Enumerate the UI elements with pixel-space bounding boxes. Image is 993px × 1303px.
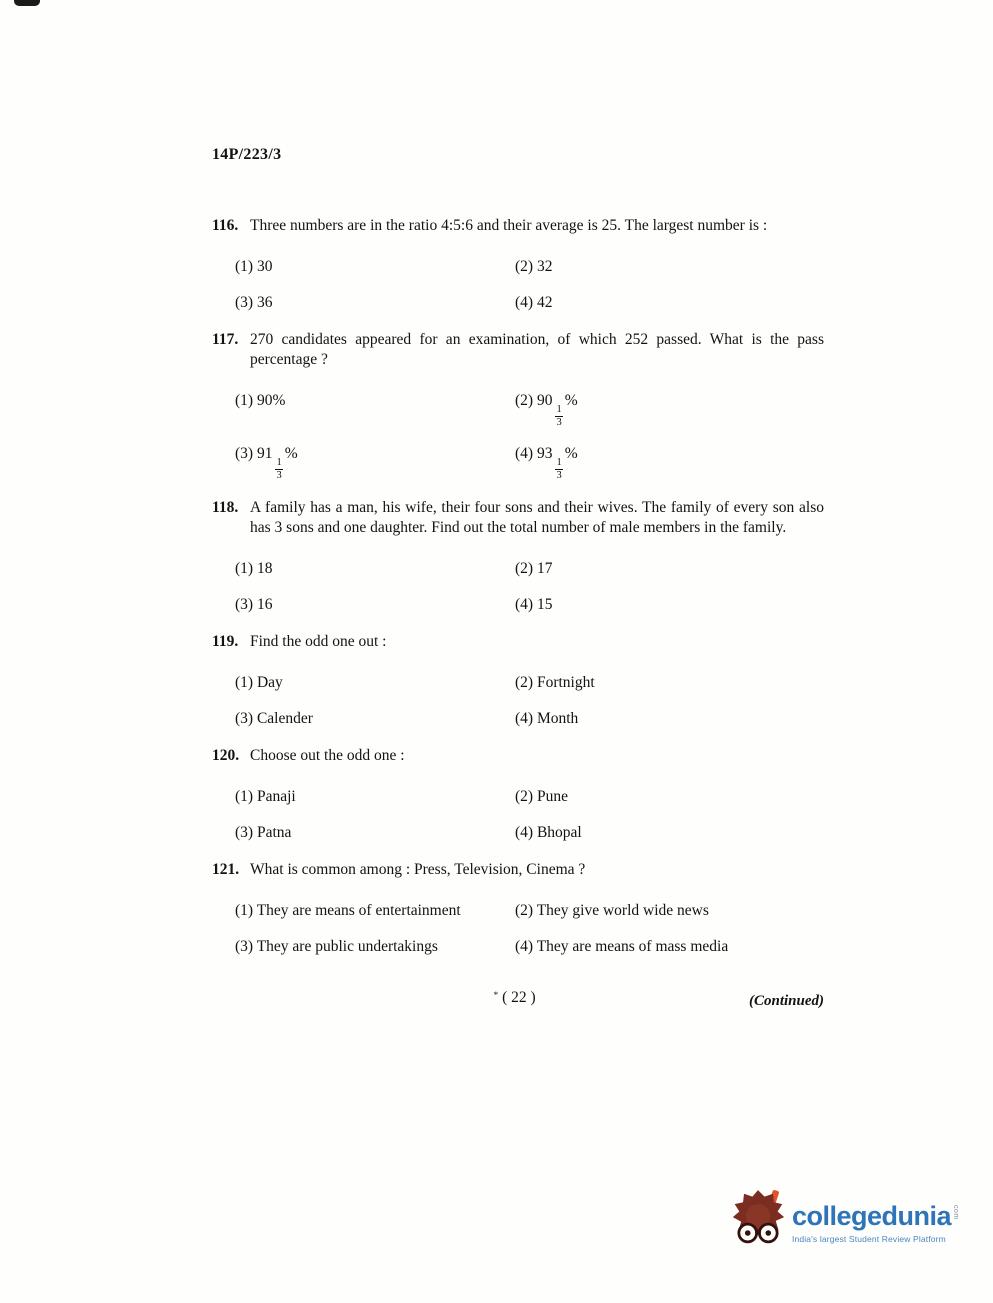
option-text: They are public undertakings <box>256 938 438 956</box>
brand-suffix: com <box>952 1205 959 1220</box>
option-label: (2) <box>515 788 534 806</box>
option-text: Fortnight <box>536 674 595 692</box>
options-grid <box>212 901 824 957</box>
option-text: 18 <box>256 560 273 578</box>
fraction-denominator: 3 <box>276 469 282 481</box>
question-text: Find the odd one out : <box>250 633 387 651</box>
question-head <box>212 498 824 538</box>
option-text: Panaji <box>256 788 296 806</box>
option-2 <box>515 901 824 921</box>
fraction-denominator: 3 <box>556 416 562 428</box>
question-number: 120. <box>212 747 240 765</box>
question-number: 117. <box>212 331 239 348</box>
fraction-numerator: 1 <box>556 457 562 469</box>
option-label: (3) <box>235 596 254 614</box>
option-label: (1) <box>235 258 254 275</box>
option-4 <box>515 595 824 615</box>
option-label: (3) <box>235 710 254 728</box>
fraction <box>275 457 282 481</box>
exam-page <box>212 146 824 1011</box>
option-3 <box>235 595 515 615</box>
option-text: 36 <box>256 294 273 311</box>
question-118 <box>212 498 824 615</box>
option-text: Patna <box>256 824 292 842</box>
option-suffix: % <box>564 392 578 409</box>
option-label: (4) <box>515 596 534 614</box>
option-text: Pune <box>536 788 568 806</box>
option-text: Bhopal <box>536 824 582 842</box>
option-2 <box>515 559 824 579</box>
question-121 <box>212 860 824 957</box>
options-grid <box>212 673 824 729</box>
option-label: (1) <box>235 392 254 409</box>
options-grid <box>212 559 824 615</box>
options-grid <box>212 391 824 481</box>
option-label: (3) <box>235 824 254 842</box>
option-1 <box>235 901 515 921</box>
option-1 <box>235 391 515 428</box>
option-label: (4) <box>515 294 534 311</box>
continued-note: (Continued) <box>748 993 824 1010</box>
option-label: (1) <box>235 902 254 920</box>
option-suffix: % <box>564 445 578 463</box>
question-head <box>212 216 824 236</box>
question-head <box>212 632 824 652</box>
question-text: Three numbers are in the ratio 4:5:6 and their average is 25. The largest number is : <box>250 217 768 234</box>
options-grid <box>212 257 824 313</box>
option-text: 93 <box>536 445 553 463</box>
scan-mark: * <box>493 990 499 1001</box>
option-3 <box>235 823 515 843</box>
logo-text <box>792 1188 959 1244</box>
fraction <box>555 404 562 428</box>
question-116 <box>212 216 824 313</box>
question-120 <box>212 746 824 843</box>
option-text: 16 <box>256 596 273 614</box>
option-4 <box>515 937 824 957</box>
option-label: (1) <box>235 674 254 692</box>
option-4 <box>515 293 824 313</box>
option-label: (2) <box>515 258 534 275</box>
option-label: (3) <box>235 445 254 463</box>
option-label: (2) <box>515 674 534 692</box>
question-text: 270 candidates appeared for an examination, of which 252 passed. What is the pass percentage ? <box>250 331 824 368</box>
fraction <box>555 457 562 481</box>
exam-code: 14P/223/3 <box>212 146 282 163</box>
option-1 <box>235 673 515 693</box>
option-text: 42 <box>536 294 553 311</box>
option-3 <box>235 293 515 313</box>
question-number: 119. <box>212 633 239 651</box>
option-text: They give world wide news <box>536 902 709 920</box>
question-number: 116. <box>212 217 239 234</box>
scan-artifact <box>14 0 40 6</box>
brand-row <box>792 1202 959 1230</box>
option-text: 32 <box>536 258 553 275</box>
collegedunia-mascot-icon <box>730 1188 786 1250</box>
option-label: (4) <box>515 710 534 728</box>
collegedunia-logo <box>730 1188 959 1250</box>
question-head <box>212 746 824 766</box>
option-4 <box>515 444 824 481</box>
question-text: A family has a man, his wife, their four sons and their wives. The family of every son also has 3 sons and one daughter. Find out the total number of male members in the family. <box>250 499 824 537</box>
option-label: (2) <box>515 392 534 409</box>
fraction-denominator: 3 <box>556 469 562 481</box>
option-text: They are means of entertainment <box>256 902 461 920</box>
option-text: 17 <box>536 560 553 578</box>
option-3 <box>235 709 515 729</box>
question-number: 121. <box>212 861 240 879</box>
option-2 <box>515 673 824 693</box>
option-label: (4) <box>515 445 534 463</box>
fraction-numerator: 1 <box>556 404 562 415</box>
option-label: (4) <box>515 824 534 842</box>
option-4 <box>515 709 824 729</box>
options-grid <box>212 787 824 843</box>
option-label: (3) <box>235 294 254 311</box>
option-1 <box>235 787 515 807</box>
question-text: Choose out the odd one : <box>250 747 405 765</box>
option-text: 90% <box>256 392 286 409</box>
option-label: (2) <box>515 560 534 578</box>
option-text: They are means of mass media <box>536 938 729 956</box>
option-2 <box>515 257 824 277</box>
option-2 <box>515 787 824 807</box>
option-text: 90 <box>536 392 553 409</box>
option-label: (3) <box>235 938 254 956</box>
brand-name: collegedunia <box>791 1201 951 1231</box>
option-label: (1) <box>235 788 254 806</box>
question-text: What is common among : Press, Television, Cinema ? <box>250 861 586 879</box>
question-119 <box>212 632 824 729</box>
page-footer <box>212 989 824 1011</box>
option-text: Month <box>536 710 579 728</box>
option-3 <box>235 444 515 481</box>
question-head <box>212 330 824 370</box>
option-label: (1) <box>235 560 254 578</box>
question-117 <box>212 330 824 481</box>
page-number-text: ( 22 ) <box>502 989 536 1007</box>
option-1 <box>235 257 515 277</box>
option-text: Day <box>256 674 283 692</box>
option-text: 91 <box>256 445 273 463</box>
option-suffix: % <box>284 445 298 463</box>
option-text: 15 <box>536 596 553 614</box>
fraction-numerator: 1 <box>276 457 282 469</box>
option-4 <box>515 823 824 843</box>
option-2 <box>515 391 824 428</box>
option-1 <box>235 559 515 579</box>
question-number: 118. <box>212 499 239 517</box>
logo-tagline: India's largest Student Review Platform <box>791 1234 946 1244</box>
option-label: (2) <box>515 902 534 920</box>
option-3 <box>235 937 515 957</box>
option-text: 30 <box>256 258 273 275</box>
option-text: Calender <box>256 710 313 728</box>
question-head <box>212 860 824 880</box>
page-number <box>494 989 536 1007</box>
option-label: (4) <box>515 938 534 956</box>
